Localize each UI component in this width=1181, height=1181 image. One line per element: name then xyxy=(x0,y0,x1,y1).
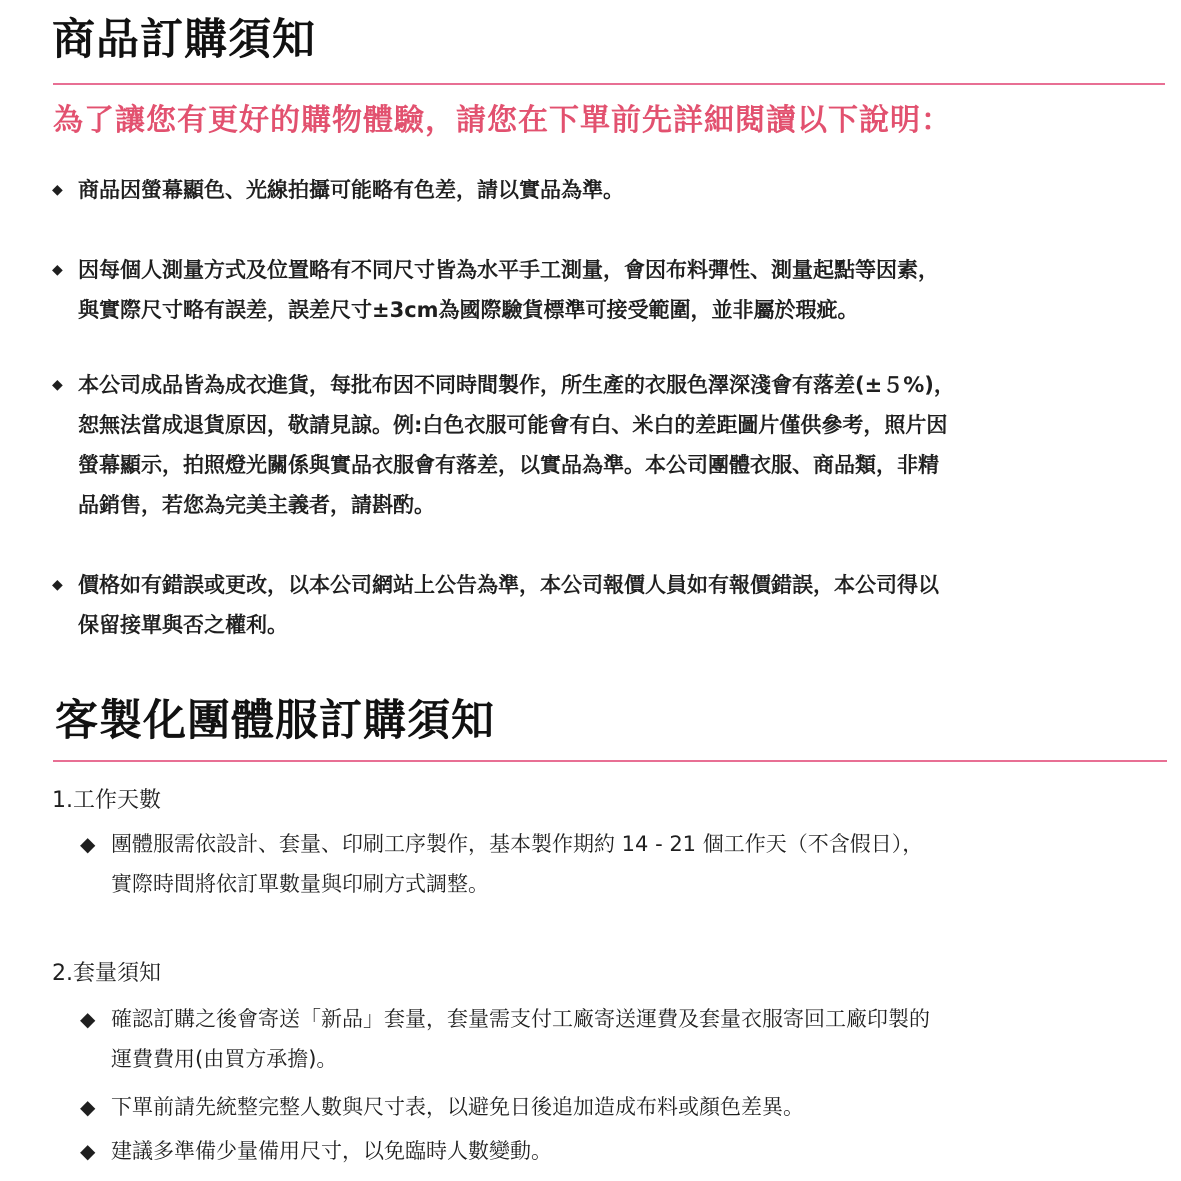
sizing-heading: 2.套量須知 xyxy=(52,961,161,986)
sizing-text: 建議多準備少量備用尺寸，以免臨時人數變動。 xyxy=(111,1139,552,1163)
diamond-bullet-icon: ◆ xyxy=(52,262,63,278)
sizing-item xyxy=(80,1131,1160,1171)
diamond-bullet-icon: ◆ xyxy=(80,1139,96,1163)
sizing-text: 確認訂購之後會寄送「新品」套量，套量需支付工廠寄送運費及套量衣服寄回工廠印製的 運費費用(由買方承擔)。 xyxy=(111,1007,930,1071)
sizing-text: 下單前請先統整完整人數與尺寸表，以避免日後追加造成布料或顏色差異。 xyxy=(111,1095,804,1119)
diamond-bullet-icon: ◆ xyxy=(80,1007,96,1031)
notice-item xyxy=(52,170,1167,210)
diamond-bullet-icon: ◆ xyxy=(52,377,63,393)
order-notice-title: 商品訂購須知 xyxy=(52,15,316,65)
sizing-item xyxy=(80,999,1160,1079)
diamond-bullet-icon: ◆ xyxy=(80,832,96,856)
diamond-bullet-icon: ◆ xyxy=(80,1095,96,1119)
notice-item xyxy=(52,365,1167,525)
notice-text: 商品因螢幕顯色、光線拍攝可能略有色差，請以實品為準。 xyxy=(78,178,624,202)
title-divider xyxy=(53,83,1165,85)
work-days-heading: 1.工作天數 xyxy=(52,788,161,813)
work-days-item xyxy=(80,824,1160,904)
custom-order-notice-title: 客製化團體服訂購須知 xyxy=(55,696,495,746)
order-notice-subtitle: 為了讓您有更好的購物體驗，請您在下單前先詳細閱讀以下說明： xyxy=(53,103,952,138)
notice-text: 本公司成品皆為成衣進貨，每批布因不同時間製作，所生產的衣服色澤深淺會有落差(±５%)， 恕無法當成退貨原因，敬請見諒。例:白色衣服可能會有白、米白的差距圖片僅供參考，照片因 螢幕顯示，拍照燈光關係與實品衣服會有落差，以實品為準。本公司團體衣服、商品類，非精 品銷售，若您為完美主義者，請斟酌。 xyxy=(78,373,955,517)
work-days-text: 團體服需依設計、套量、印刷工序製作，基本製作期約 14 - 21 個工作天（不含假日）， 實際時間將依訂單數量與印刷方式調整。 xyxy=(111,832,924,896)
notice-item xyxy=(52,565,1167,645)
sizing-item xyxy=(80,1087,1160,1127)
title-divider xyxy=(53,760,1167,762)
notice-item xyxy=(52,250,1167,330)
notice-text: 因每個人測量方式及位置略有不同尺寸皆為水平手工測量，會因布料彈性、測量起點等因素， 與實際尺寸略有誤差，誤差尺寸±3cm為國際驗貨標準可接受範圍，並非屬於瑕疵。 xyxy=(78,258,939,322)
notice-text: 價格如有錯誤或更改，以本公司網站上公告為準，本公司報價人員如有報價錯誤，本公司得以 保留接單與否之權利。 xyxy=(78,573,939,637)
diamond-bullet-icon: ◆ xyxy=(52,577,63,593)
diamond-bullet-icon: ◆ xyxy=(52,182,63,198)
